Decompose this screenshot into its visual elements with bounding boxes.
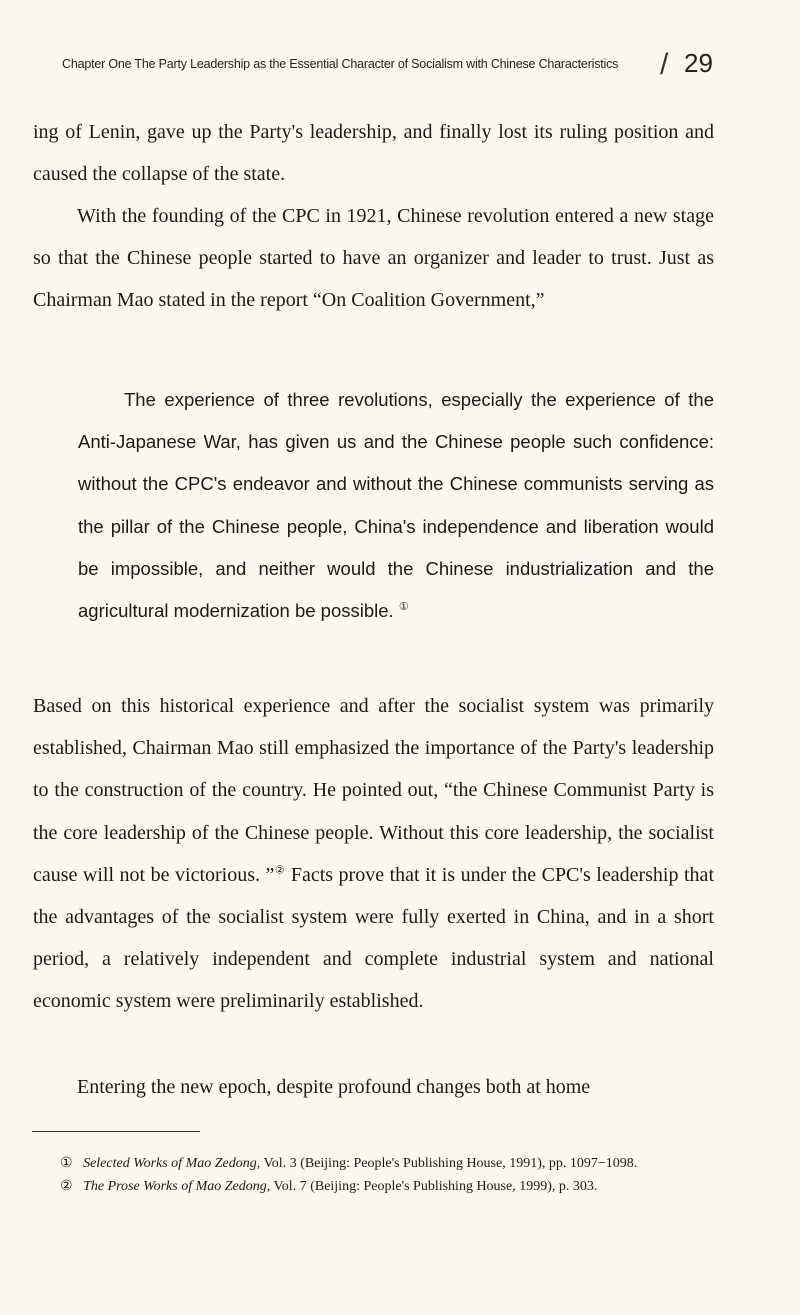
page-number: 29 (684, 48, 713, 78)
quote-text: The experience of three revolutions, especially the experience of the Anti-Japanese War, has given us and the Chinese people such confidence: without the CPC's endeavor and without the Chinese communists serving as the pillar of the Chinese people, China's independence and liberation would be impossible, and neither would the Chinese industrialization and the agricultural modernization be possible. (78, 389, 714, 622)
paragraph-2: With the founding of the CPC in 1921, Chinese revolution entered a new stage so that the Chinese people started to have an organizer and leader to trust. Just as Chairman Mao stated in the report “On Coalition Government,” (33, 205, 714, 312)
footnote-citation: , Vol. 7 (Beijing: People's Publishing House, 1999), p. 303. (266, 1179, 598, 1194)
footnote-title: The Prose Works of Mao Zedong (83, 1179, 267, 1194)
header-slash: / (660, 48, 669, 81)
footnote-citation: , Vol. 3 (Beijing: People's Publishing House, 1991), pp. 1097−1098. (256, 1156, 638, 1171)
footnote-mark: ① (60, 1156, 73, 1171)
footnote-divider (32, 1131, 200, 1132)
paragraph-3-text-a: Based on this historical experience and after the socialist system was primarily established, Chairman Mao still emphasized the importance of the Party's leadership to the construction of the country. He pointed out, “the Chinese Communist Party is the core leadership of the Chinese people. Without this core leadership, the socialist cause will not be victorious. ” (33, 695, 714, 886)
block-quote (78, 379, 714, 632)
footnote-ref-1: ① (398, 600, 409, 613)
footnote-ref-2: ② (274, 864, 286, 877)
running-head: Chapter One The Party Leadership as the Essential Character of Socialism with Chinese Characteristics (62, 57, 619, 71)
footnote-title: Selected Works of Mao Zedong (83, 1156, 257, 1171)
page-header (62, 48, 722, 88)
footnotes (32, 1152, 714, 1198)
footnote-1 (32, 1152, 714, 1175)
paragraph-1: ing of Lenin, gave up the Party's leadership, and finally lost its ruling position and caused the collapse of the state. (33, 121, 714, 186)
paragraph-3-text-b: Facts prove that it is under the CPC's leadership that the advantages of the socialist system were fully exerted in China, and in a short period, a relatively independent and complete industrial system and national economic system were preliminarily established. (33, 863, 714, 1013)
footnote-2 (32, 1175, 714, 1198)
paragraph-3 (33, 685, 714, 1023)
paragraph-4: Entering the new epoch, despite profound changes both at home (77, 1076, 591, 1098)
footnote-mark: ② (60, 1179, 73, 1194)
